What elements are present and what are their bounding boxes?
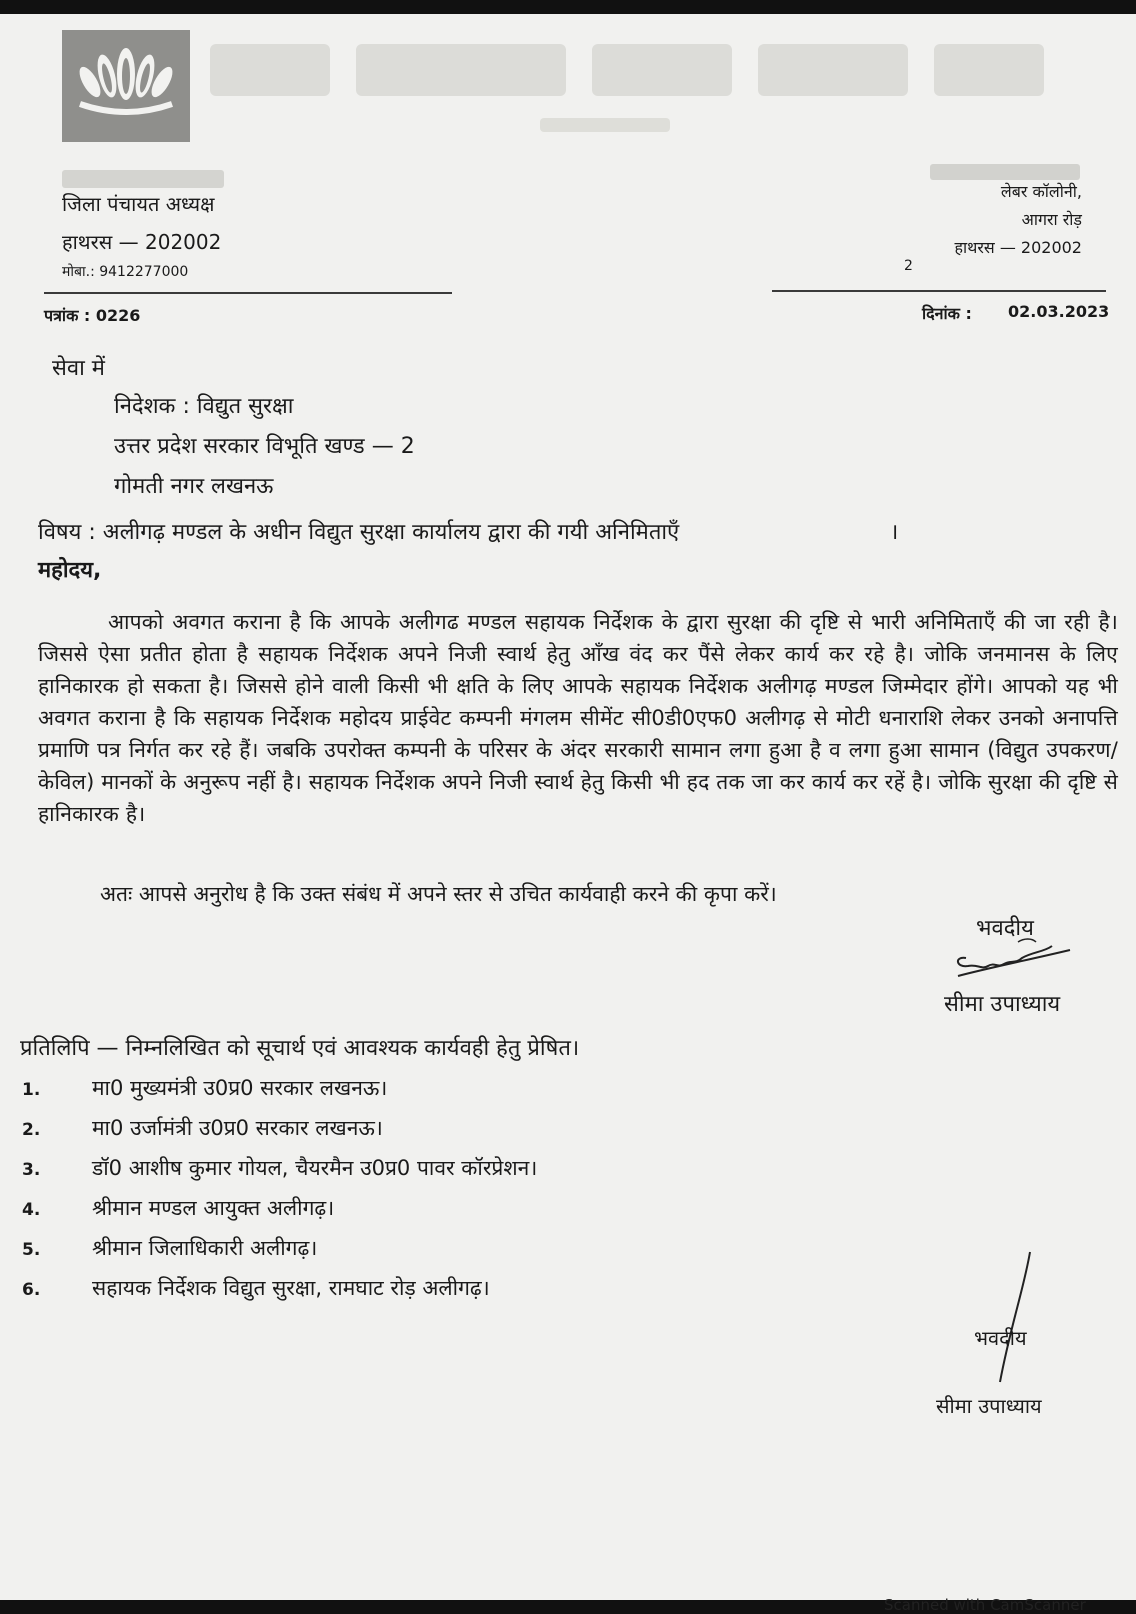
copy-list-item xyxy=(22,1274,490,1308)
office-title: जिला पंचायत अध्यक्ष xyxy=(62,192,215,216)
recipient-line-3: गोमती नगर लखनऊ xyxy=(114,474,274,499)
copy-list-item xyxy=(22,1234,317,1268)
greeting: महोदय, xyxy=(38,558,102,583)
address-line-3: हाथरस — 202002 xyxy=(954,238,1082,257)
copy-list-item xyxy=(22,1074,387,1108)
copy-list-item xyxy=(22,1154,537,1188)
copy-item-number: 2. xyxy=(22,1120,41,1140)
copy-item-text: मा0 मुख्यमंत्री उ0प्र0 सरकार लखनऊ। xyxy=(92,1076,388,1100)
faded-address-label xyxy=(930,164,1080,180)
letterhead-rule-right xyxy=(772,290,1106,292)
request-line: अतः आपसे अनुरोध है कि उक्त संबंध में अपने स्तर से उचित कार्यवाही करने की कृपा करें। xyxy=(100,882,777,906)
faded-designation xyxy=(62,170,224,188)
letter-body: आपको अवगत कराना है कि आपके अलीगढ मण्डल सहायक निर्देशक के द्वारा सुरक्षा की दृष्टि से भारी अनिमिताएँ की जा रही है। जिससे ऐसा प्रतीत होता है सहायक निर्देशक अपने निजी स्वार्थ हेतु आँख वंद कर पैंसे लेकर कार्य कर रहे है। जोकि जनमानस के लिए हानिकारक हो सकता है। जिससे होने वाली किसी भी क्षति के लिए आपके सहायक निर्देशक अलीगढ़ मण्डल जिम्मेदार होंगे। आपको यह भी अवगत कराना है कि सहायक निर्देशक महोदय प्राईवेट कम्पनी मंगलम सीमेंट सी0डी0एफ0 अलीगढ़ से मोटी धनाराशि लेकर उनको अनापत्ति प्रमाणि पत्र निर्गत कर रहे हैं। जबकि उपरोक्त कम्पनी के परिसर के अंदर सरकारी सामान लगा हुआ है व लगा हुआ सामान (विद्युत उपकरण/केविल) मानकों के अनुरूप नहीं है। सहायक निर्देशक अपने निजी स्वार्थ हेतु किसी भी हद तक जा कर कार्य कर रहें है। जोकि सुरक्षा की दृष्टि से हानिकारक है। xyxy=(38,610,1118,826)
copy-item-number: 4. xyxy=(22,1200,41,1220)
signatory-name-2: सीमा उपाध्याय xyxy=(936,1394,1042,1418)
scanner-watermark: Scanned with CamScanner xyxy=(884,1596,1086,1614)
copy-list-item xyxy=(22,1194,334,1228)
recipient-line-1: निदेशक : विद्युत सुरक्षा xyxy=(114,394,294,419)
copy-item-text: सहायक निर्देशक विद्युत सुरक्षा, रामघाट रोड़ अलीगढ़। xyxy=(92,1276,490,1300)
copy-item-number: 3. xyxy=(22,1160,41,1180)
copy-item-number: 5. xyxy=(22,1240,41,1260)
valediction: भवदीय xyxy=(976,916,1034,941)
copy-list-item xyxy=(22,1114,383,1148)
signature-stroke-icon xyxy=(990,1248,1040,1388)
copy-item-text: डॉ0 आशीष कुमार गोयल, चैयरमैन उ0प्र0 पावर कॉरप्रेशन। xyxy=(92,1156,538,1180)
signature-icon xyxy=(948,932,1078,982)
faded-letterhead-title xyxy=(210,44,1090,116)
copy-item-text: मा0 उर्जामंत्री उ0प्र0 सरकार लखनऊ। xyxy=(92,1116,383,1140)
copy-heading: प्रतिलिपि — निम्नलिखित को सूचार्थ एवं आवश्यक कार्यवही हेतु प्रेषित। xyxy=(20,1036,580,1061)
mobile-number: मोबा.: 9412277000 xyxy=(62,264,189,280)
salutation-to: सेवा में xyxy=(52,356,105,381)
reference-number: पत्रांक : 0226 xyxy=(44,306,141,325)
address-line-1: लेबर कॉलोनी, xyxy=(1000,182,1082,201)
date-value: 02.03.2023 xyxy=(1008,302,1110,321)
office-city: हाथरस — 202002 xyxy=(62,230,222,254)
copy-item-number: 6. xyxy=(22,1280,41,1300)
signatory-name: सीमा उपाध्याय xyxy=(944,992,1061,1017)
recipient-line-2: उत्तर प्रदेश सरकार विभूति खण्ड — 2 xyxy=(114,434,415,459)
valediction-2: भवदीय xyxy=(974,1326,1027,1350)
letter-paper xyxy=(0,14,1136,1614)
subject-line: विषय : अलीगढ़ मण्डल के अधीन विद्युत सुरक्षा कार्यालय द्वारा की गयी अनिमिताएँ xyxy=(38,520,680,545)
subject-end: । xyxy=(890,520,899,545)
letterhead-rule-left xyxy=(44,292,452,294)
party-logo-icon xyxy=(62,30,190,142)
handwritten-mark: 2 xyxy=(904,258,913,274)
address-line-2: आगरा रोड़ xyxy=(1021,210,1082,229)
copy-item-number: 1. xyxy=(22,1080,41,1100)
date-label: दिनांक : xyxy=(922,304,972,323)
copy-item-text: श्रीमान जिलाधिकारी अलीगढ़। xyxy=(92,1236,318,1260)
copy-item-text: श्रीमान मण्डल आयुक्त अलीगढ़। xyxy=(92,1196,335,1220)
faded-letterhead-subtitle xyxy=(540,118,670,132)
